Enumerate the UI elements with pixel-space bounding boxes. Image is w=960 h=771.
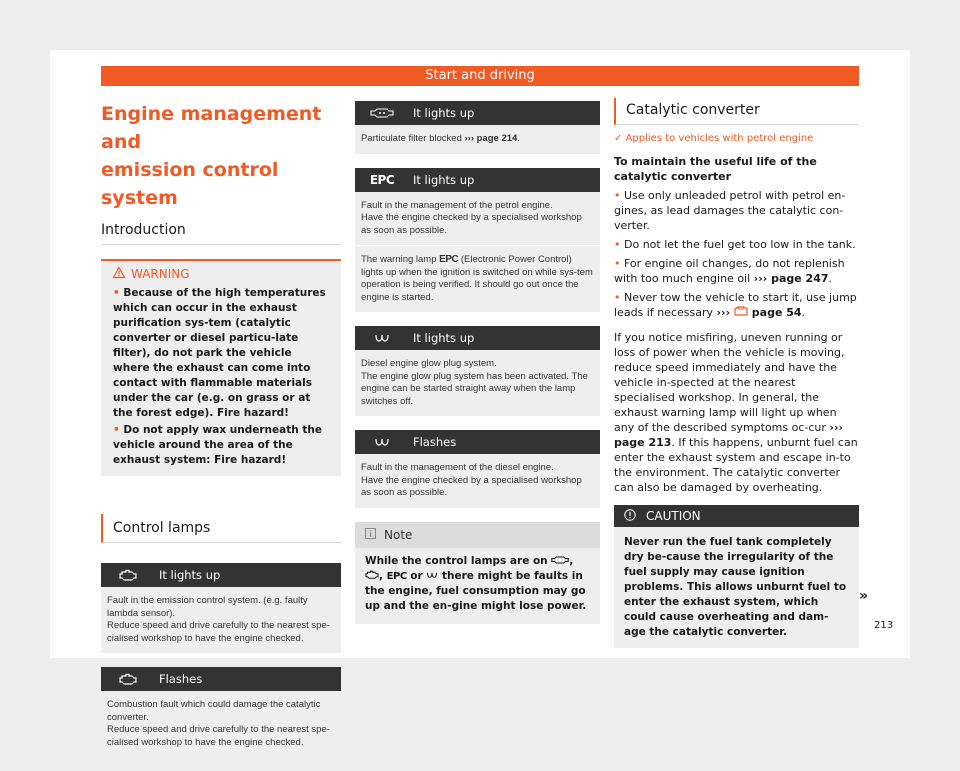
list-item: • Use only unleaded petrol with petrol en-gines, as lead damages the catalytic con-verter.	[614, 189, 846, 232]
warning-item: • Do not apply wax underneath the vehicle around the area of the exhaust system: Fire hazard!	[113, 424, 322, 466]
introduction-heading: Introduction	[101, 222, 341, 245]
lamp-glow-plug-flashes	[355, 430, 600, 508]
lamp-state: It lights up	[159, 568, 221, 582]
column-control-lamps	[355, 101, 600, 624]
particulate-filter-icon	[369, 108, 395, 118]
lamp-particulate-filter	[355, 101, 600, 154]
note-text: While the control lamps are on , , EPC or there might be faults in the engine, fuel consumption may go up and the en-gine might lose power.	[365, 554, 587, 612]
title-line-1: Engine management and	[101, 103, 322, 153]
glow-plug-icon	[426, 570, 438, 582]
warning-triangle-icon	[113, 267, 125, 282]
lamp-text: Fault in the management of the petrol engine.	[361, 199, 553, 211]
lamp-state: Flashes	[159, 672, 203, 686]
title-line-2: emission control system	[101, 159, 279, 209]
lamp-text: Fault in the management of the diesel engine.	[361, 462, 554, 473]
lamp-epc	[355, 168, 600, 313]
booklet-icon	[734, 306, 748, 319]
symptoms-paragraph: If you notice misfiring, uneven running or loss of power when the vehicle is moving, reduce speed immediately and have the vehicle in-spected at the nearest specialised workshop. In general, the exhaust warning lamp will light up when any of the described symptoms oc-cur ››› page 213. If this happens, unburnt fuel can enter the exhaust system and escape in-to the environment. The catalytic converter can also be damaged by overheating.	[614, 331, 858, 494]
lamp-text: Particulate filter blocked ››› page 214.	[361, 133, 520, 144]
epc-icon: EPC	[439, 254, 459, 265]
lamp-text: Reduce speed and drive carefully to the nearest spe-cialised workshop to have the engine checked.	[107, 724, 330, 748]
lamp-text: Combustion fault which could damage the catalytic converter.	[107, 699, 321, 723]
continued-mark: »	[859, 588, 869, 604]
particulate-filter-icon	[551, 555, 569, 567]
caution-text: Never run the fuel tank completely dry be-cause the irregularity of the fuel supply may cause ignition problems. This allows unburnt fuel to enter the exhaust system, which could cause overheating and dam-age the catalytic converter.	[614, 527, 859, 648]
epc-icon: EPC	[386, 570, 407, 582]
engine-icon	[115, 569, 141, 581]
catalytic-converter-heading: Catalytic converter	[614, 98, 859, 125]
lamp-emission-lights-up	[101, 563, 341, 653]
list-item: • For engine oil changes, do not replenish with too much engine oil ››› page 247.	[614, 257, 845, 285]
lamp-text: The warning lamp EPC (Electronic Power Control) lights up when the ignition is switched on while sys-tem operation is being verified. It should go out once the engine is started.	[361, 254, 593, 303]
info-icon	[365, 528, 376, 542]
caution-header	[614, 505, 859, 527]
lamp-text: Have the engine checked by a specialised workshop as soon as possible.	[361, 212, 582, 236]
page-reference-link[interactable]: ››› page 54	[716, 306, 802, 319]
column-engine-management	[101, 96, 341, 771]
lamp-state: It lights up	[413, 331, 475, 345]
warning-label: WARNING	[131, 267, 190, 281]
warning-box	[101, 259, 341, 476]
page-reference-link[interactable]: ››› page 214	[464, 133, 518, 144]
note-box	[355, 522, 600, 624]
lead-text: To maintain the useful life of the catalytic converter	[614, 155, 817, 183]
list-item: • Do not let the fuel get too low in the tank.	[614, 238, 856, 251]
lamp-text: Fault in the emission control system. (e.g. faulty lambda sensor).	[107, 595, 308, 619]
lamp-text: The engine glow plug system has been activated. The engine can be started straight away when the lamp switches off.	[361, 370, 588, 407]
engine-icon	[115, 673, 141, 685]
note-label: Note	[384, 527, 413, 542]
column-catalytic-converter	[614, 98, 859, 648]
caution-icon	[624, 509, 636, 524]
list-item: • Never tow the vehicle to start it, use jump leads if necessary ››› page 54.	[614, 291, 857, 319]
page-number: 213	[874, 620, 894, 631]
warning-item: • Because of the high temperatures which can occur in the exhaust purification sys-tem (catalytic converter or diesel particu-late filter), do not park the vehicle where the exhaust can come into contact with flammable materials under the car (e.g. on grass or at the forest edge). Fire hazard!	[113, 287, 326, 419]
page-reference-link[interactable]: ››› page 213	[614, 421, 844, 449]
control-lamps-heading: Control lamps	[101, 514, 341, 543]
section-title	[101, 100, 341, 212]
lamp-text: Reduce speed and drive carefully to the nearest spe-cialised workshop to have the engine checked.	[107, 620, 330, 644]
epc-icon: EPC	[369, 172, 395, 187]
engine-icon	[365, 570, 379, 582]
caution-label: CAUTION	[646, 509, 701, 523]
page-reference-link[interactable]: ››› page 247	[753, 272, 829, 285]
warning-header	[113, 267, 329, 282]
glow-plug-icon	[369, 333, 395, 343]
lamp-text: Have the engine checked by a specialised workshop as soon as possible.	[361, 474, 582, 498]
glow-plug-icon	[369, 437, 395, 447]
lamp-state: It lights up	[413, 106, 475, 120]
lamp-glow-plug-lights-up	[355, 326, 600, 416]
lamp-text: Diesel engine glow plug system.	[361, 358, 497, 369]
lamp-state: It lights up	[413, 172, 475, 187]
chapter-header: Start and driving	[101, 66, 859, 86]
lamp-emission-flashes	[101, 667, 341, 757]
applies-note: ✓ Applies to vehicles with petrol engine	[614, 133, 814, 144]
lamp-state: Flashes	[413, 435, 457, 449]
